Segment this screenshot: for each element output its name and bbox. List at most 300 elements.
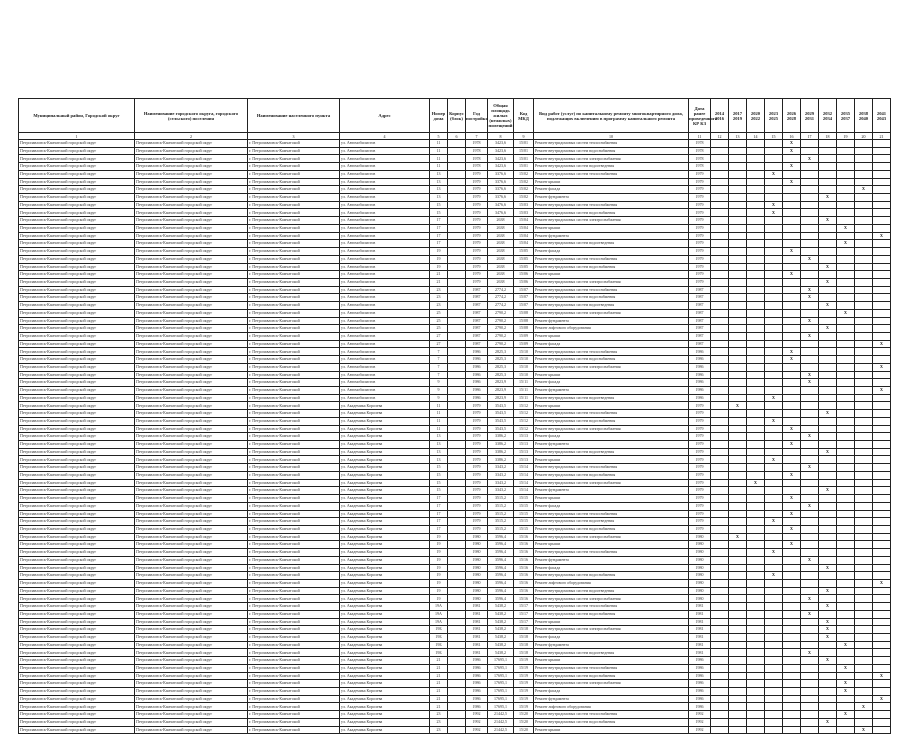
period-cell	[801, 170, 819, 178]
district-cell: Петропавловск-Камчатский городской округ	[19, 232, 135, 240]
period-cell	[765, 471, 783, 479]
locality-cell: г. Петропавловск-Камчатский	[248, 618, 340, 626]
period-cell	[711, 572, 729, 580]
table-row	[19, 664, 891, 672]
period-cell	[819, 579, 837, 587]
period-cell	[747, 433, 765, 441]
table-header-row	[19, 99, 891, 133]
locality-cell: г. Петропавловск-Камчатский	[248, 564, 340, 572]
period-cell	[801, 579, 819, 587]
work-type-cell: Ремонт внутридомовых систем теплоснабжения	[534, 711, 689, 719]
area-cell: 17695,1	[488, 695, 514, 703]
period-cell	[747, 641, 765, 649]
building-cell	[448, 155, 466, 163]
period-cell	[729, 263, 747, 271]
period-cell	[711, 610, 729, 618]
period-cell	[747, 224, 765, 232]
work-type-cell: Ремонт внутридомовых систем теплоснабжения	[534, 464, 689, 472]
period-cell	[819, 332, 837, 340]
district-cell: Петропавловск-Камчатский городской округ	[19, 278, 135, 286]
period-cell	[873, 587, 891, 595]
period-cell	[855, 224, 873, 232]
address-cell: ул. Академика Королева	[340, 417, 430, 425]
work-type-cell: Ремонт внутридомовых систем электроснабжения	[534, 479, 689, 487]
period-cell	[765, 587, 783, 595]
period-cell	[801, 672, 819, 680]
district-cell: Петропавловск-Камчатский городской округ	[19, 224, 135, 232]
period-cell	[765, 618, 783, 626]
settlement-cell: Петропавловск-Камчатский городской округ	[135, 464, 248, 472]
prior-repair-date-cell: 1979	[689, 464, 711, 472]
district-cell: Петропавловск-Камчатский городской округ	[19, 340, 135, 348]
table-row	[19, 194, 891, 202]
settlement-cell: Петропавловск-Камчатский городской округ	[135, 541, 248, 549]
column-number: 13	[729, 133, 747, 140]
period-cell	[747, 464, 765, 472]
area-cell: 3423,6	[488, 147, 514, 155]
year-built-cell: 1979	[466, 217, 488, 225]
period-cell	[855, 718, 873, 726]
period-cell: X	[819, 263, 837, 271]
period-cell	[801, 163, 819, 171]
prior-repair-date-cell: 1981	[689, 626, 711, 634]
period-cell	[729, 541, 747, 549]
mkd-code-cell: 15/14	[514, 487, 534, 495]
building-cell	[448, 356, 466, 364]
table-row	[19, 209, 891, 217]
period-cell	[873, 201, 891, 209]
column-header: Год постройки	[466, 99, 488, 133]
house-number-cell: 19	[430, 549, 448, 557]
prior-repair-date-cell: 1981	[689, 603, 711, 611]
table-row	[19, 325, 891, 333]
period-cell	[765, 387, 783, 395]
building-cell	[448, 325, 466, 333]
area-cell: 5438,2	[488, 649, 514, 657]
period-cell	[819, 363, 837, 371]
prior-repair-date-cell: 1979	[689, 271, 711, 279]
area-cell: 2790,2	[488, 325, 514, 333]
house-number-cell: 13	[430, 186, 448, 194]
house-number-cell: 21	[430, 703, 448, 711]
period-cell	[855, 610, 873, 618]
locality-cell: г. Петропавловск-Камчатский	[248, 556, 340, 564]
prior-repair-date-cell: 1987	[689, 332, 711, 340]
period-cell	[729, 209, 747, 217]
period-cell	[855, 317, 873, 325]
prior-repair-date-cell: 1979	[689, 448, 711, 456]
year-built-cell: 1986	[466, 394, 488, 402]
period-cell	[765, 356, 783, 364]
building-cell	[448, 695, 466, 703]
table-row	[19, 510, 891, 518]
period-cell	[801, 232, 819, 240]
locality-cell: г. Петропавловск-Камчатский	[248, 340, 340, 348]
period-cell	[747, 718, 765, 726]
year-built-cell: 1987	[466, 332, 488, 340]
settlement-cell: Петропавловск-Камчатский городской округ	[135, 178, 248, 186]
mkd-code-cell: 15/20	[514, 726, 534, 734]
period-cell: X	[873, 579, 891, 587]
period-cell	[873, 286, 891, 294]
work-type-cell: Ремонт лифтового оборудования	[534, 703, 689, 711]
period-cell	[747, 703, 765, 711]
period-cell	[711, 170, 729, 178]
year-built-cell: 1980	[466, 595, 488, 603]
column-header: 2038 2040	[855, 99, 873, 133]
period-cell	[801, 394, 819, 402]
house-number-cell: 19	[430, 587, 448, 595]
mkd-code-cell: 15/04	[514, 232, 534, 240]
year-built-cell: 1979	[466, 433, 488, 441]
year-built-cell: 1981	[466, 649, 488, 657]
mkd-code-cell: 15/16	[514, 549, 534, 557]
work-type-cell: Ремонт внутридомовых систем водоснабжения	[534, 672, 689, 680]
settlement-cell: Петропавловск-Камчатский городской округ	[135, 155, 248, 163]
locality-cell: г. Петропавловск-Камчатский	[248, 433, 340, 441]
district-cell: Петропавловск-Камчатский городской округ	[19, 325, 135, 333]
district-cell: Петропавловск-Камчатский городской округ	[19, 572, 135, 580]
period-cell: X	[819, 410, 837, 418]
period-cell	[783, 502, 801, 510]
address-cell: ул. Академика Королева	[340, 518, 430, 526]
period-cell	[837, 332, 855, 340]
area-cell: 3543,5	[488, 402, 514, 410]
period-cell	[711, 286, 729, 294]
area-cell: 2823,9	[488, 394, 514, 402]
building-cell	[448, 224, 466, 232]
period-cell	[837, 402, 855, 410]
period-cell	[819, 649, 837, 657]
prior-repair-date-cell: 1978	[689, 147, 711, 155]
period-cell	[711, 495, 729, 503]
district-cell: Петропавловск-Камчатский городской округ	[19, 271, 135, 279]
period-cell	[801, 603, 819, 611]
period-cell	[765, 294, 783, 302]
mkd-code-cell: 15/04	[514, 240, 534, 248]
period-cell	[729, 217, 747, 225]
period-cell	[765, 495, 783, 503]
house-number-cell: 21	[430, 657, 448, 665]
area-cell: 3596,4	[488, 572, 514, 580]
work-type-cell: Ремонт внутридомовых систем водоотведения	[534, 163, 689, 171]
house-number-cell: 23	[430, 726, 448, 734]
period-cell	[819, 441, 837, 449]
work-type-cell: Ремонт внутридомовых систем водоснабжения	[534, 610, 689, 618]
period-cell: X	[837, 224, 855, 232]
table-row	[19, 502, 891, 510]
period-cell	[855, 209, 873, 217]
table-row	[19, 657, 891, 665]
district-cell: Петропавловск-Камчатский городской округ	[19, 248, 135, 256]
period-cell	[855, 417, 873, 425]
address-cell: ул. Академика Королева	[340, 541, 430, 549]
area-cell: 3423,6	[488, 155, 514, 163]
house-number-cell: 13	[430, 178, 448, 186]
area-cell: 3386,2	[488, 433, 514, 441]
mkd-code-cell: 15/16	[514, 587, 534, 595]
year-built-cell: 1980	[466, 556, 488, 564]
period-cell	[837, 510, 855, 518]
area-cell: 2638	[488, 232, 514, 240]
mkd-code-cell: 15/19	[514, 680, 534, 688]
locality-cell: г. Петропавловск-Камчатский	[248, 610, 340, 618]
table-row	[19, 425, 891, 433]
period-cell	[765, 186, 783, 194]
locality-cell: г. Петропавловск-Камчатский	[248, 232, 340, 240]
address-cell: ул. Автомобилистов	[340, 194, 430, 202]
period-cell	[765, 595, 783, 603]
house-number-cell: 21	[430, 664, 448, 672]
house-number-cell: 19	[430, 248, 448, 256]
period-cell	[801, 718, 819, 726]
period-cell: X	[819, 618, 837, 626]
settlement-cell: Петропавловск-Камчатский городской округ	[135, 255, 248, 263]
house-number-cell: 21	[430, 688, 448, 696]
period-cell: X	[855, 726, 873, 734]
district-cell: Петропавловск-Камчатский городской округ	[19, 410, 135, 418]
prior-repair-date-cell: 1986	[689, 657, 711, 665]
year-built-cell: 1986	[466, 703, 488, 711]
prior-repair-date-cell: 1981	[689, 634, 711, 642]
table-row	[19, 549, 891, 557]
work-type-cell: Ремонт фасада	[534, 340, 689, 348]
mkd-code-cell: 15/16	[514, 541, 534, 549]
period-cell	[783, 332, 801, 340]
period-cell	[765, 248, 783, 256]
period-cell	[819, 147, 837, 155]
period-cell	[729, 240, 747, 248]
period-cell	[819, 255, 837, 263]
period-cell	[729, 695, 747, 703]
period-cell	[783, 579, 801, 587]
period-cell	[801, 201, 819, 209]
period-cell	[855, 626, 873, 634]
period-cell	[711, 325, 729, 333]
mkd-code-cell: 15/14	[514, 464, 534, 472]
work-type-cell: Ремонт фасада	[534, 688, 689, 696]
settlement-cell: Петропавловск-Камчатский городской округ	[135, 502, 248, 510]
locality-cell: г. Петропавловск-Камчатский	[248, 302, 340, 310]
period-cell: X	[801, 433, 819, 441]
period-cell	[855, 294, 873, 302]
area-cell: 3376,6	[488, 178, 514, 186]
period-cell	[747, 595, 765, 603]
mkd-code-cell: 15/13	[514, 456, 534, 464]
district-cell: Петропавловск-Камчатский городской округ	[19, 657, 135, 665]
area-cell: 17695,1	[488, 657, 514, 665]
period-cell	[765, 641, 783, 649]
table-row	[19, 278, 891, 286]
period-cell	[711, 140, 729, 148]
district-cell: Петропавловск-Камчатский городской округ	[19, 417, 135, 425]
period-cell	[855, 278, 873, 286]
year-built-cell: 1992	[466, 718, 488, 726]
period-cell	[765, 441, 783, 449]
house-number-cell: 15	[430, 487, 448, 495]
house-number-cell: 21	[430, 271, 448, 279]
period-cell	[801, 325, 819, 333]
period-cell	[783, 294, 801, 302]
period-cell	[711, 703, 729, 711]
mkd-code-cell: 15/13	[514, 448, 534, 456]
period-cell	[873, 271, 891, 279]
period-cell	[855, 332, 873, 340]
period-cell	[765, 147, 783, 155]
locality-cell: г. Петропавловск-Камчатский	[248, 464, 340, 472]
period-cell	[855, 433, 873, 441]
house-number-cell: 15	[430, 209, 448, 217]
period-cell: X	[765, 394, 783, 402]
period-cell	[855, 348, 873, 356]
period-cell	[729, 649, 747, 657]
period-cell	[873, 618, 891, 626]
period-cell	[783, 657, 801, 665]
area-cell: 2790,2	[488, 317, 514, 325]
period-cell	[729, 456, 747, 464]
period-cell: X	[801, 464, 819, 472]
locality-cell: г. Петропавловск-Камчатский	[248, 379, 340, 387]
period-cell	[711, 626, 729, 634]
prior-repair-date-cell: 1986	[689, 363, 711, 371]
period-cell	[837, 371, 855, 379]
period-cell	[855, 147, 873, 155]
period-cell	[873, 163, 891, 171]
column-header: Общая площадь жилых (нежилых) помещений	[488, 99, 514, 133]
period-cell	[855, 271, 873, 279]
period-cell	[873, 394, 891, 402]
period-cell: X	[819, 634, 837, 642]
building-cell	[448, 433, 466, 441]
period-cell	[801, 363, 819, 371]
locality-cell: г. Петропавловск-Камчатский	[248, 626, 340, 634]
period-cell	[765, 610, 783, 618]
period-cell	[729, 394, 747, 402]
area-cell: 2774,2	[488, 302, 514, 310]
locality-cell: г. Петропавловск-Камчатский	[248, 688, 340, 696]
building-cell	[448, 610, 466, 618]
period-cell: X	[819, 718, 837, 726]
period-cell: X	[801, 294, 819, 302]
work-type-cell: Ремонт внутридомовых систем электроснабжения	[534, 533, 689, 541]
address-cell: ул. Автомобилистов	[340, 294, 430, 302]
period-cell	[837, 502, 855, 510]
period-cell	[819, 224, 837, 232]
period-cell	[819, 294, 837, 302]
period-cell: X	[765, 170, 783, 178]
period-cell	[837, 194, 855, 202]
mkd-code-cell: 15/20	[514, 718, 534, 726]
period-cell	[801, 441, 819, 449]
period-cell	[711, 433, 729, 441]
work-type-cell: Ремонт лифтового оборудования	[534, 579, 689, 587]
period-cell	[837, 363, 855, 371]
locality-cell: г. Петропавловск-Камчатский	[248, 278, 340, 286]
area-cell: 21442,5	[488, 711, 514, 719]
work-type-cell: Ремонт внутридомовых систем электроснабжения	[534, 217, 689, 225]
work-type-cell: Ремонт внутридомовых систем теплоснабжения	[534, 170, 689, 178]
building-cell	[448, 263, 466, 271]
settlement-cell: Петропавловск-Камчатский городской округ	[135, 448, 248, 456]
period-cell	[765, 533, 783, 541]
period-cell	[783, 595, 801, 603]
settlement-cell: Петропавловск-Камчатский городской округ	[135, 471, 248, 479]
prior-repair-date-cell: 1987	[689, 317, 711, 325]
area-cell: 17695,1	[488, 703, 514, 711]
period-cell	[837, 410, 855, 418]
capital-repair-program-sheet	[18, 98, 890, 734]
address-cell: ул. Автомобилистов	[340, 240, 430, 248]
period-cell	[837, 163, 855, 171]
building-cell	[448, 579, 466, 587]
locality-cell: г. Петропавловск-Камчатский	[248, 587, 340, 595]
mkd-code-cell: 15/12	[514, 417, 534, 425]
area-cell: 3343,2	[488, 471, 514, 479]
address-cell: ул. Академика Королева	[340, 448, 430, 456]
period-cell	[729, 340, 747, 348]
period-cell	[837, 618, 855, 626]
period-cell	[729, 464, 747, 472]
building-cell	[448, 425, 466, 433]
period-cell	[837, 217, 855, 225]
period-cell	[729, 417, 747, 425]
work-type-cell: Ремонт крыши	[534, 271, 689, 279]
period-cell	[783, 394, 801, 402]
period-cell	[747, 448, 765, 456]
building-cell	[448, 718, 466, 726]
period-cell	[711, 224, 729, 232]
work-type-cell: Ремонт внутридомовых систем электроснабжения	[534, 155, 689, 163]
locality-cell: г. Петропавловск-Камчатский	[248, 448, 340, 456]
settlement-cell: Петропавловск-Камчатский городской округ	[135, 248, 248, 256]
period-cell: X	[747, 479, 765, 487]
area-cell: 3596,4	[488, 595, 514, 603]
area-cell: 5438,2	[488, 610, 514, 618]
district-cell: Петропавловск-Камчатский городской округ	[19, 332, 135, 340]
house-number-cell: 11	[430, 163, 448, 171]
locality-cell: г. Петропавловск-Камчатский	[248, 549, 340, 557]
period-cell	[819, 140, 837, 148]
year-built-cell: 1992	[466, 726, 488, 734]
period-cell: X	[783, 356, 801, 364]
locality-cell: г. Петропавловск-Камчатский	[248, 356, 340, 364]
district-cell: Петропавловск-Камчатский городской округ	[19, 263, 135, 271]
period-cell	[783, 325, 801, 333]
period-cell	[729, 510, 747, 518]
period-cell	[873, 464, 891, 472]
period-cell	[729, 140, 747, 148]
settlement-cell: Петропавловск-Камчатский городской округ	[135, 533, 248, 541]
period-cell	[765, 711, 783, 719]
mkd-code-cell: 15/04	[514, 224, 534, 232]
house-number-cell: 19	[430, 595, 448, 603]
work-type-cell: Ремонт внутридомовых систем водоснабжения	[534, 263, 689, 271]
locality-cell: г. Петропавловск-Камчатский	[248, 541, 340, 549]
locality-cell: г. Петропавловск-Камчатский	[248, 163, 340, 171]
year-built-cell: 1986	[466, 387, 488, 395]
period-cell	[819, 464, 837, 472]
settlement-cell: Петропавловск-Камчатский городской округ	[135, 379, 248, 387]
address-cell: ул. Автомобилистов	[340, 263, 430, 271]
locality-cell: г. Петропавловск-Камчатский	[248, 348, 340, 356]
period-cell	[765, 680, 783, 688]
period-cell	[855, 170, 873, 178]
year-built-cell: 1979	[466, 425, 488, 433]
period-cell	[819, 610, 837, 618]
column-number: 20	[855, 133, 873, 140]
year-built-cell: 1979	[466, 402, 488, 410]
period-cell	[855, 340, 873, 348]
